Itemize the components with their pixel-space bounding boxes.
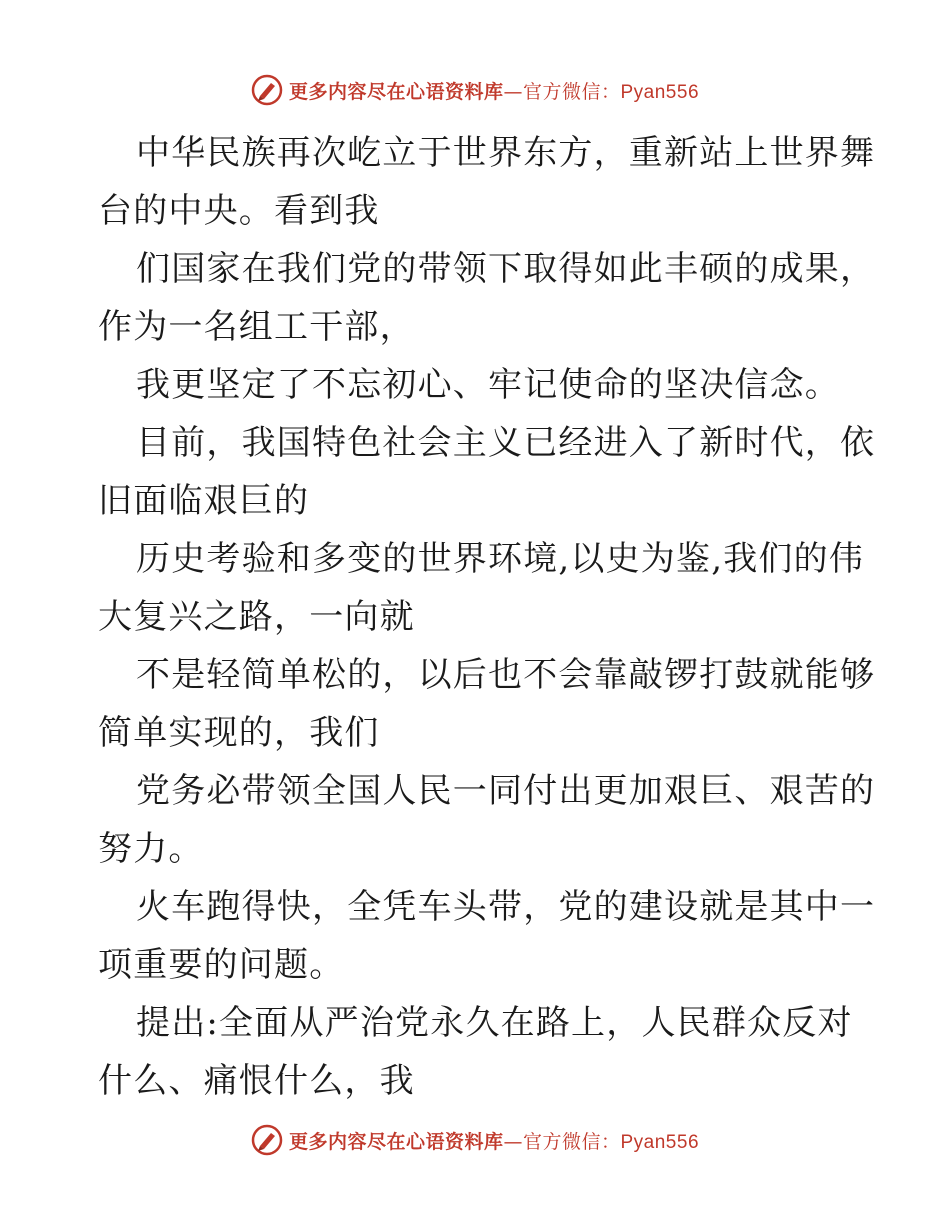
watermark-id: Pyan556 [620,81,700,103]
text-line: 中华民族再次屹立于世界东方，重新站上世界舞 [136,133,876,173]
watermark-text [289,77,699,104]
header-watermark [0,70,950,110]
watermark-inner [251,1124,699,1156]
text-line: 简单实现的，我们 [98,713,380,753]
text-line: 什么、痛恨什么，我 [98,1061,415,1101]
text-line: 旧面临艰巨的 [98,481,310,521]
watermark-main: 更多内容尽在心语资料库 [288,1130,504,1153]
watermark-main: 更多内容尽在心语资料库 [288,80,504,103]
text-line: 历史考验和多变的世界环境,以史为鉴,我们的伟 [136,539,865,579]
text-line: 不是轻简单松的，以后也不会靠敲锣打鼓就能够 [136,655,876,695]
pen-logo-icon [251,1124,283,1156]
text-line: 目前，我国特色社会主义已经进入了新时代，依 [136,423,876,463]
body-text [98,124,876,1110]
pen-logo-icon [251,74,283,106]
watermark-id: Pyan556 [620,1131,700,1153]
watermark-separator: —官方微信： [503,80,621,103]
text-line: 项重要的问题。 [98,945,345,985]
text-line: 大复兴之路，一向就 [98,597,415,637]
text-line: 努力。 [98,829,204,869]
text-line: 火车跑得快，全凭车头带，党的建设就是其中一 [136,887,876,927]
text-line: 台的中央。看到我 [98,191,380,231]
text-line: 提出:全面从严治党永久在路上，人民群众反对 [136,1003,853,1043]
watermark-separator: —官方微信： [503,1130,621,1153]
watermark-text [289,1127,699,1154]
footer-watermark [0,1120,950,1160]
text-line: 党务必带领全国人民一同付出更加艰巨、艰苦的 [136,771,876,811]
text-line: 我更坚定了不忘初心、牢记使命的坚决信念。 [136,365,840,405]
text-line: 作为一名组工干部， [98,307,415,347]
text-line: 们国家在我们党的带领下取得如此丰硕的成果， [136,249,876,289]
watermark-inner [251,74,699,106]
